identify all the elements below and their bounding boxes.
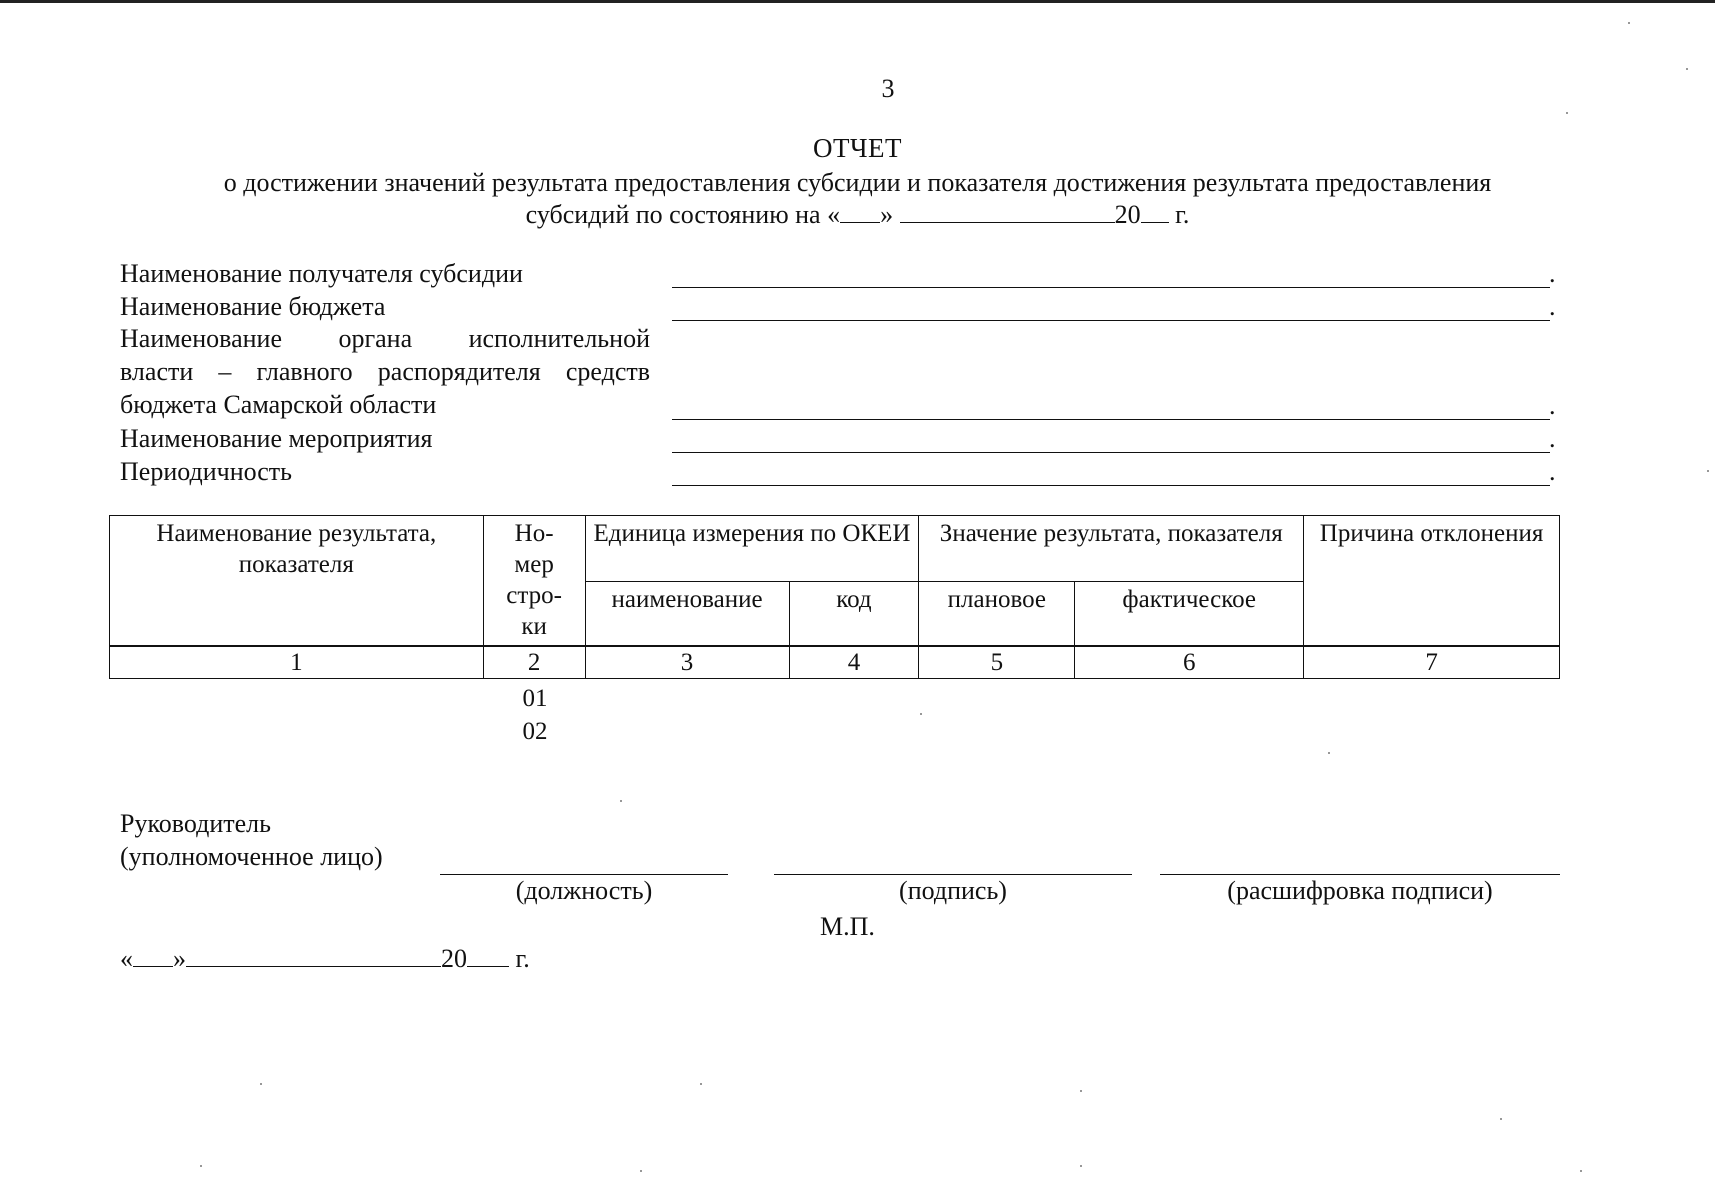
scan-speck [1686, 68, 1688, 70]
date-mid: » [880, 200, 894, 229]
authority-line[interactable] [672, 418, 1550, 420]
sign-day-blank[interactable] [133, 946, 173, 967]
authority-period: . [1549, 391, 1556, 420]
budget-label: Наименование бюджета [120, 292, 386, 321]
scan-speck [1707, 470, 1709, 472]
sign-year-suffix: г. [515, 944, 530, 973]
header-row-number-line-3: стро- [506, 582, 562, 609]
day-blank[interactable] [840, 202, 880, 223]
sign-year-blank[interactable] [467, 946, 509, 967]
scan-speck [1580, 1170, 1582, 1172]
col-number: 6 [1075, 646, 1304, 679]
scan-speck [200, 1165, 202, 1167]
periodicity-period: . [1549, 457, 1556, 486]
date-prefix: субсидий по состоянию на « [525, 200, 841, 229]
header-unit-name: наименование [585, 582, 789, 646]
date-open-quote: « [120, 944, 133, 973]
header-planned: плановое [919, 582, 1075, 646]
col-number: 2 [483, 646, 585, 679]
scan-speck [620, 800, 622, 802]
col-number: 4 [789, 646, 919, 679]
scan-top-edge [0, 0, 1715, 3]
row-code-01: 01 [522, 685, 548, 712]
signature-line[interactable] [774, 873, 1132, 875]
sign-month-blank[interactable] [186, 946, 441, 967]
report-table [109, 515, 1560, 679]
budget-line[interactable] [672, 319, 1550, 321]
header-row-number-line-4: ки [521, 613, 547, 640]
header-row-number-line-2: мер [514, 551, 554, 578]
scan-speck [700, 1083, 702, 1085]
recipient-line[interactable] [672, 286, 1550, 288]
authority-line-2: власти – главного распорядителя средств [120, 357, 650, 386]
authority-line-3: бюджета Самарской области [120, 390, 437, 419]
header-row-number-line-1: Но- [514, 520, 554, 547]
row-code-02: 02 [522, 718, 548, 745]
event-period: . [1549, 424, 1556, 453]
event-line[interactable] [672, 451, 1550, 453]
page-number: 3 [881, 74, 895, 103]
col-number: 3 [585, 646, 789, 679]
month-blank[interactable] [900, 202, 1115, 223]
header-unit-code: код [789, 582, 919, 646]
scan-speck [1566, 112, 1568, 114]
signature-caption: (подпись) [899, 876, 1007, 905]
scan-speck [1328, 752, 1330, 754]
sign-year-prefix: 20 [441, 944, 467, 973]
report-date-line [0, 200, 1715, 230]
head-label: Руководитель [120, 809, 271, 838]
col-number: 1 [110, 646, 484, 679]
header-result-value: Значение результата, показателя [919, 516, 1304, 582]
header-okei-unit: Единица измерения по ОКЕИ [585, 516, 919, 582]
event-label: Наименование мероприятия [120, 424, 433, 453]
year-prefix: 20 [1114, 200, 1141, 229]
report-title: ОТЧЕТ [812, 133, 903, 163]
recipient-period: . [1549, 259, 1556, 288]
col-number: 7 [1304, 646, 1560, 679]
scan-speck [1628, 22, 1630, 24]
periodicity-line[interactable] [672, 484, 1550, 486]
header-row-number [483, 516, 585, 646]
budget-period: . [1549, 292, 1556, 321]
authority-line-1: Наименование органа исполнительной [120, 324, 650, 353]
date-close-quote: » [173, 944, 186, 973]
year-suffix: г. [1175, 200, 1190, 229]
header-result-name: Наименование результата, показателя [110, 516, 484, 646]
year-blank[interactable] [1141, 202, 1169, 223]
scan-speck [260, 1083, 262, 1085]
scan-speck [1080, 1090, 1082, 1092]
report-subtitle: о достижении значений результата предоставления субсидии и показателя достижения результата предоставления [223, 168, 1492, 197]
col-number: 5 [919, 646, 1075, 679]
signature-date [120, 944, 530, 974]
position-line[interactable] [440, 873, 728, 875]
scan-speck [920, 713, 922, 715]
decode-line[interactable] [1160, 873, 1560, 875]
authorized-person-label: (уполномоченное лицо) [120, 842, 383, 871]
stamp-place: М.П. [820, 912, 875, 941]
authority-label [120, 322, 650, 421]
header-actual: фактическое [1075, 582, 1304, 646]
scan-speck [1500, 1118, 1502, 1120]
recipient-label: Наименование получателя субсидии [120, 259, 523, 288]
scan-speck [1080, 1165, 1082, 1167]
header-deviation-reason: Причина отклонения [1304, 516, 1560, 646]
periodicity-label: Периодичность [120, 457, 293, 486]
position-caption: (должность) [515, 876, 653, 905]
scan-speck [640, 1170, 642, 1172]
decode-caption: (расшифровка подписи) [1227, 876, 1493, 905]
